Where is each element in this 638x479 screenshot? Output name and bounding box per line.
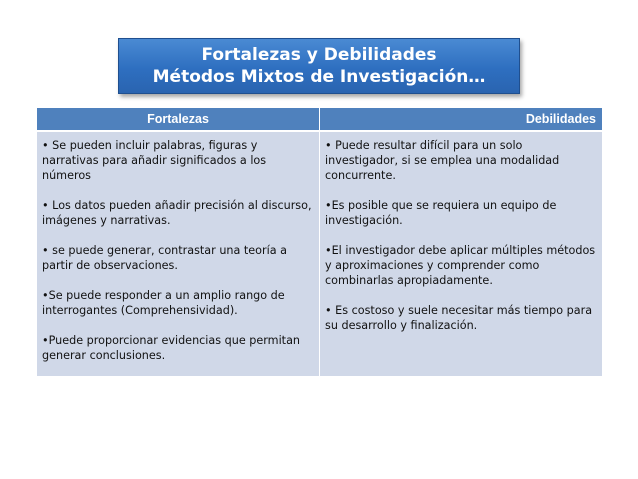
table-header-row — [37, 108, 602, 131]
slide-subtitle: Métodos Mixtos de Investigación… — [152, 67, 486, 87]
debilidad-item: •El investigador debe aplicar múltiples métodos y aproximaciones y comprender como combinarlas apropiadamente. — [325, 244, 596, 287]
debilidad-item: •Es posible que se requiera un equipo de investigación. — [325, 199, 557, 227]
slide-title: Fortalezas y Debilidades — [201, 45, 437, 65]
fortaleza-item: •Puede proporcionar evidencias que permitan generar conclusiones. — [42, 334, 301, 362]
strengths-weaknesses-table — [37, 108, 602, 376]
fortaleza-item: • se puede generar, contrastar una teoría a partir de observaciones. — [42, 244, 287, 272]
table-row — [37, 131, 602, 376]
fortaleza-item: • Los datos pueden añadir precisión al discurso, imágenes y narrativas. — [42, 199, 312, 227]
header-debilidades: Debilidades — [320, 108, 603, 131]
header-fortalezas: Fortalezas — [37, 108, 320, 131]
slide-title-box — [118, 38, 520, 94]
debilidad-item: • Es costoso y suele necesitar más tiempo para su desarrollo y finalización. — [325, 304, 593, 332]
fortaleza-item: • Se pueden incluir palabras, figuras y narrativas para añadir significados a los números — [42, 139, 267, 182]
debilidad-item: • Puede resultar difícil para un solo investigador, si se emplea una modalidad concurrente. — [325, 139, 560, 182]
fortalezas-cell — [37, 131, 320, 376]
fortaleza-item: •Se puede responder a un amplio rango de interrogantes (Comprehensividad). — [42, 289, 285, 317]
debilidades-cell — [320, 131, 603, 376]
